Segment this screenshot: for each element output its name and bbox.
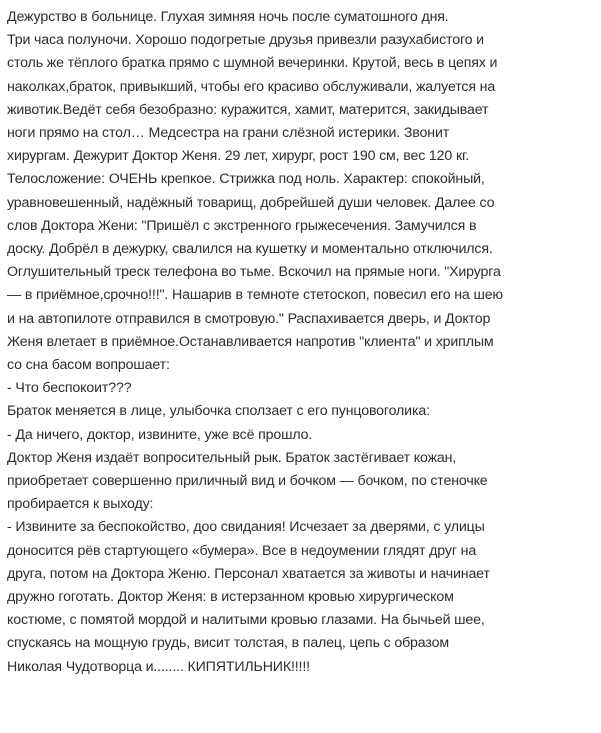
story-line: пробирается к выходу:: [7, 496, 154, 513]
story-line: наколках,браток, привыкший, чтобы его красиво обслуживали, жалуется на: [7, 78, 496, 95]
story-line: Дежурство в больнице. Глухая зимняя ночь после суматошного дня.: [7, 9, 449, 25]
story-line: со сна басом вопрошает:: [7, 357, 170, 374]
story-line: Николая Чудотворца и........ КИПЯТИЛЬНИК!!!!!: [7, 658, 310, 675]
story-line: доску. Добрёл в дежурку, свалился на кушетку и моментально отключился.: [7, 241, 493, 258]
story-line: Женя влетает в приёмное.Останавливается напротив "клиента" и хриплым: [7, 333, 494, 350]
story-line: хирургам. Дежурит Доктор Женя. 29 лет, хирург, рост 190 см, вес 120 кг.: [7, 148, 470, 165]
story-line: столь же тёплого братка прямо с шумной вечеринки. Крутой, весь в цепях и: [7, 55, 498, 72]
story-line: — в приёмное,срочно!!!". Нашарив в темноте стетоскоп, повесил его на шею: [7, 287, 503, 304]
story-line: ноги прямо на стол… Медсестра на грани слёзной истерики. Звонит: [7, 125, 450, 142]
story-line: Три часа полуночи. Хорошо подогретые друзья привезли разухабистого и: [7, 32, 484, 49]
story-line: спускаясь на мощную грудь, висит толстая, в палец, цепь с образом: [7, 635, 449, 652]
story-line: - Извините за беспокойство, доо свидания! Исчезает за дверями, с улицы: [7, 519, 485, 536]
story-line: и на автопилоте отправился в смотровую." Распахивается дверь, и Доктор: [7, 310, 491, 327]
story-line: уравновешенный, надёжный товарищ, добрейшей души человек. Далее со: [7, 194, 495, 211]
story-line: Оглушительный треск телефона во тьме. Вскочил на прямые ноги. "Хирурга: [7, 264, 501, 281]
story-line: дружно гоготать. Доктор Женя: в истерзанном кровью хирургическом: [7, 589, 454, 606]
story-line: приобретает совершенно приличный вид и бочком — бочком, по стеночке: [7, 473, 488, 490]
story-line: друга, потом на Доктора Женю. Персонал хватается за животы и начинает: [7, 565, 490, 582]
story-line: доносится рёв стартующего «бумера». Все в недоумении глядят друг на: [7, 542, 477, 559]
story-line: Браток меняется в лице, улыбочка сползает с его пунцовоголика:: [7, 403, 430, 420]
story-line: Телосложение: ОЧЕНЬ крепкое. Стрижка под ноль. Характер: спокойный,: [7, 171, 485, 188]
story-line: - Что беспокоит???: [7, 380, 132, 397]
story-line: слов Доктора Жени: "Пришёл с экстренного грыжесечения. Замучился в: [7, 217, 477, 234]
story-line: костюме, с помятой мордой и налитыми кровью глазами. На бычьей шее,: [7, 612, 485, 629]
story-line: - Да ничего, доктор, извините, уже всё прошло.: [7, 426, 313, 443]
story-line: животик.Ведёт себя безобразно: куражится, хамит, матерится, закидывает: [7, 101, 489, 118]
story-line: Доктор Женя издаёт вопросительный рык. Браток застёгивает кожан,: [7, 449, 457, 466]
